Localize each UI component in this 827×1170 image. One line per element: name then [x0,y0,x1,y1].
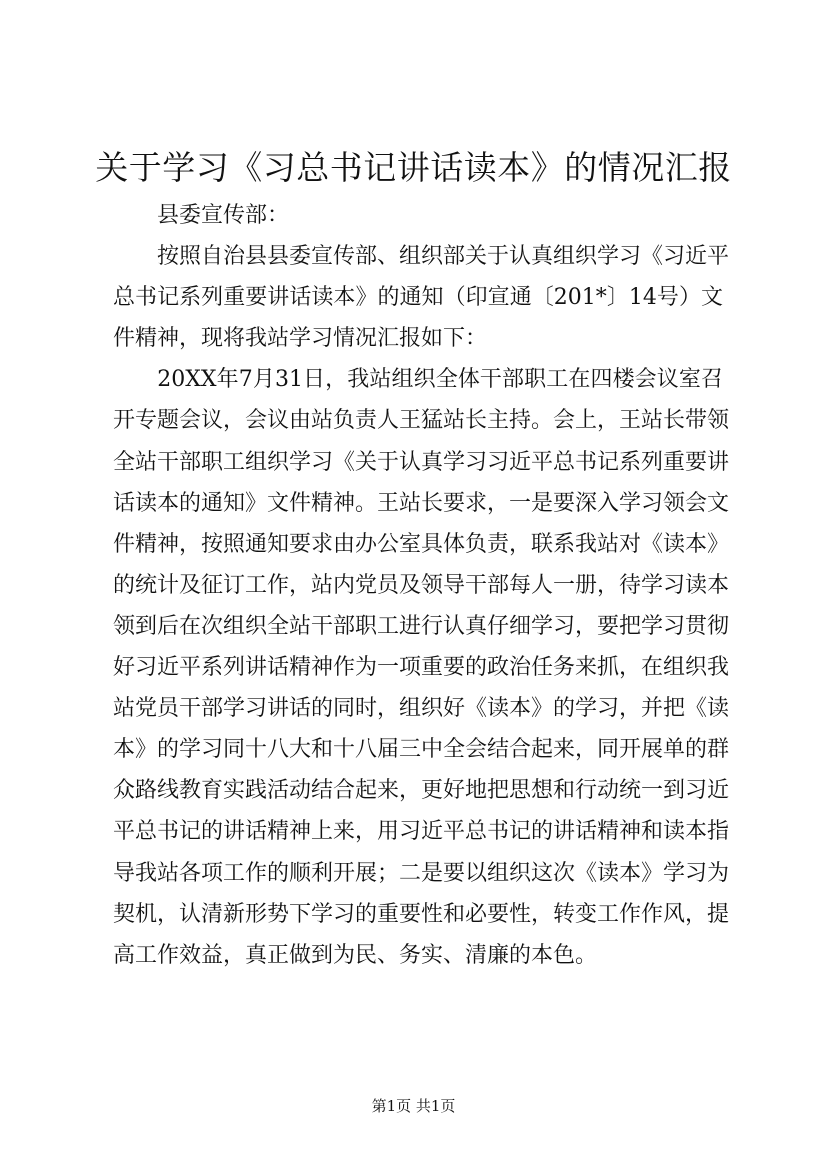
salutation-line: 县委宣传部： [113,203,290,228]
paragraph-line: 高工作效益，真正做到为民、务实、清廉的本色。 [113,942,598,968]
paragraph-line: 全站干部职工组织学习《关于认真学习习近平总书记系列重要讲 [113,449,730,475]
paragraph-line: 平总书记的讲话精神上来，用习近平总书记的讲话精神和读本指 [113,819,730,845]
paragraph-line: 站党员干部学习讲话的同时，组织好《读本》的学习，并把《读 [113,696,730,722]
paragraph-line: 本》的学习同十八大和十八届三中全会结合起来，同开展单的群 [113,737,730,763]
paragraph-line: 20XX年7月31日，我站组织全体干部职工在四楼会议室召 [113,367,723,393]
paragraph-line: 件精神，现将我站学习情况汇报如下： [113,326,488,352]
paragraph-line: 开专题会议，会议由站负责人王猛站长主持。会上，王站长带领 [113,408,730,434]
paragraph-line: 件精神，按照通知要求由办公室具体负责，联系我站对《读本》 [113,531,730,557]
paragraph-line: 按照自治县县委宣传部、组织部关于认真组织学习《习近平 [113,244,730,270]
paragraph-line: 导我站各项工作的顺利开展；二是要以组织这次《读本》学习为 [113,860,730,886]
paragraph-line: 众路线教育实践活动结合起来，更好地把思想和行动统一到习近 [113,778,730,804]
paragraph-line: 好习近平系列讲话精神作为一项重要的政治任务来抓，在组织我 [113,655,730,681]
paragraph-line: 话读本的通知》文件精神。王站长要求，一是要深入学习领会文 [113,490,730,516]
paragraph-line: 领到后在次组织全站干部职工进行认真仔细学习，要把学习贯彻 [113,613,730,639]
document-body [113,195,730,976]
paragraph-line: 的统计及征订工作，站内党员及领导干部每人一册，待学习读本 [113,572,730,598]
page-footer: 第1页 共1页 [371,1097,456,1115]
paragraph-line: 契机，认清新形势下学习的重要性和必要性，转变工作作风，提 [113,901,730,927]
paragraph-line: 总书记系列重要讲话读本》的通知（印宣通〔201*〕14号）文 [113,285,723,311]
document-title: 关于学习《习总书记讲话读本》的情况汇报 [95,148,732,187]
